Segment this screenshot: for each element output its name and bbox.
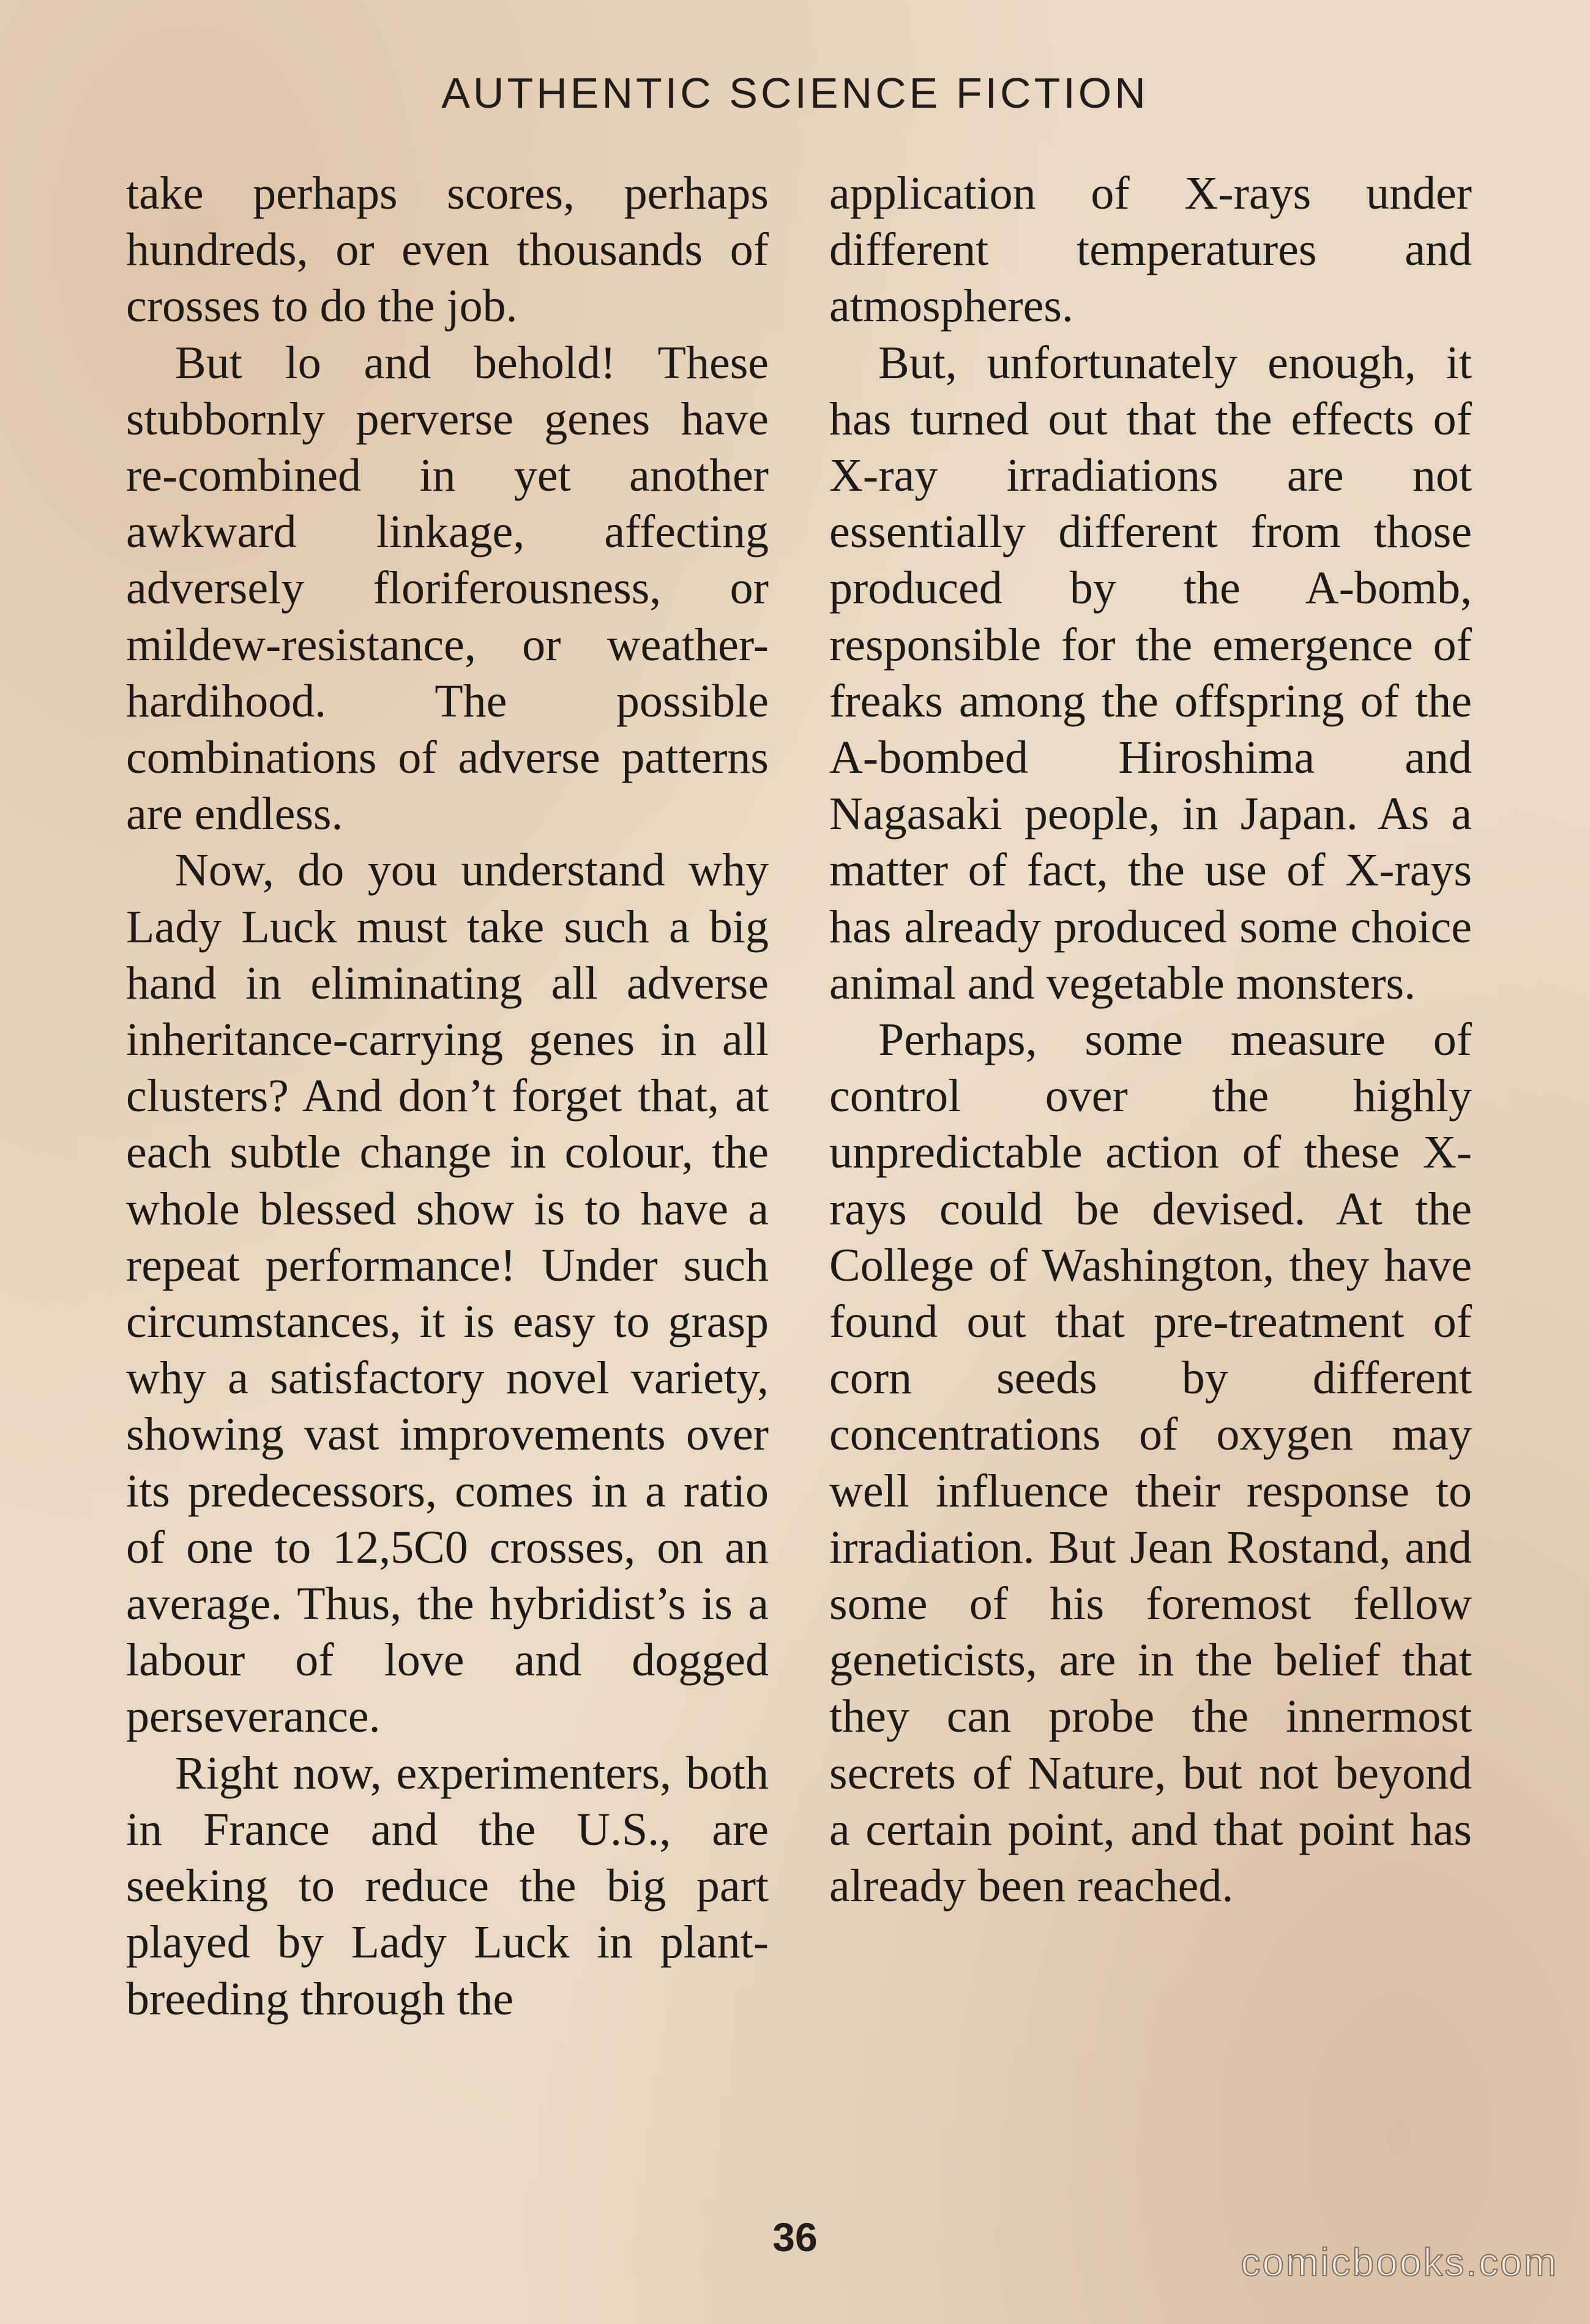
paragraph: take perhaps scores, perhaps hundreds, or even thousands of crosses to do the job. xyxy=(126,168,769,332)
paragraph: But lo and behold! These stubbornly perverse genes have re-combined in yet another awkward linkage, affecting adversely floriferousness, or mildew-resistance, or weather-hardihood. The possible combinations of adverse patterns are endless. xyxy=(126,337,769,840)
paragraph: But, unfortunately enough, it has turned out that the effects of X-ray irradiations are not essentially different from those produced by the A-bomb, responsible for the emergence of freaks among the offspring of the A-bombed Hiroshima and Nagasaki people, in Japan. As a matter of fact, the use of X-rays has already produced some choice animal and vegetable monsters. xyxy=(829,337,1472,1009)
paragraph: Now, do you understand why Lady Luck must take such a big hand in eliminating all adverse inheritance-carrying genes in all clusters? And don’t forget that, at each subtle change in colour, the whole blessed show is to have a repeat performance! Under such circumstances, it is easy to grasp why a satisfactory novel variety, showing vast improvements over its predecessors, comes in a ratio of one to 12,5C0 crosses, on an average. Thus, the hybridist’s is a labour of love and dogged perseverance. xyxy=(126,844,769,1743)
left-column xyxy=(126,165,769,2027)
page-number: 36 xyxy=(772,2214,818,2260)
right-column xyxy=(829,165,1472,1914)
paragraph: application of X-rays under different temperatures and atmospheres. xyxy=(829,168,1472,332)
paragraph: Right now, experimenters, both in France and the U.S., are seeking to reduce the big part played by Lady Luck in plant-breeding through the xyxy=(126,1747,769,2025)
paragraph: Perhaps, some measure of control over the highly unpredictable action of these X-rays could be devised. At the College of Washington, they have found out that pre-treatment of corn seeds by different concentrations of oxygen may well influence their response to irradiation. But Jean Rostand, and some of his foremost fellow geneticists, are in the belief that they can probe the innermost secrets of Nature, but not beyond a certain point, and that point has already been reached. xyxy=(829,1014,1472,1912)
running-head: AUTHENTIC SCIENCE FICTION xyxy=(441,69,1149,117)
watermark: comicbooks.com xyxy=(1241,2240,1558,2284)
